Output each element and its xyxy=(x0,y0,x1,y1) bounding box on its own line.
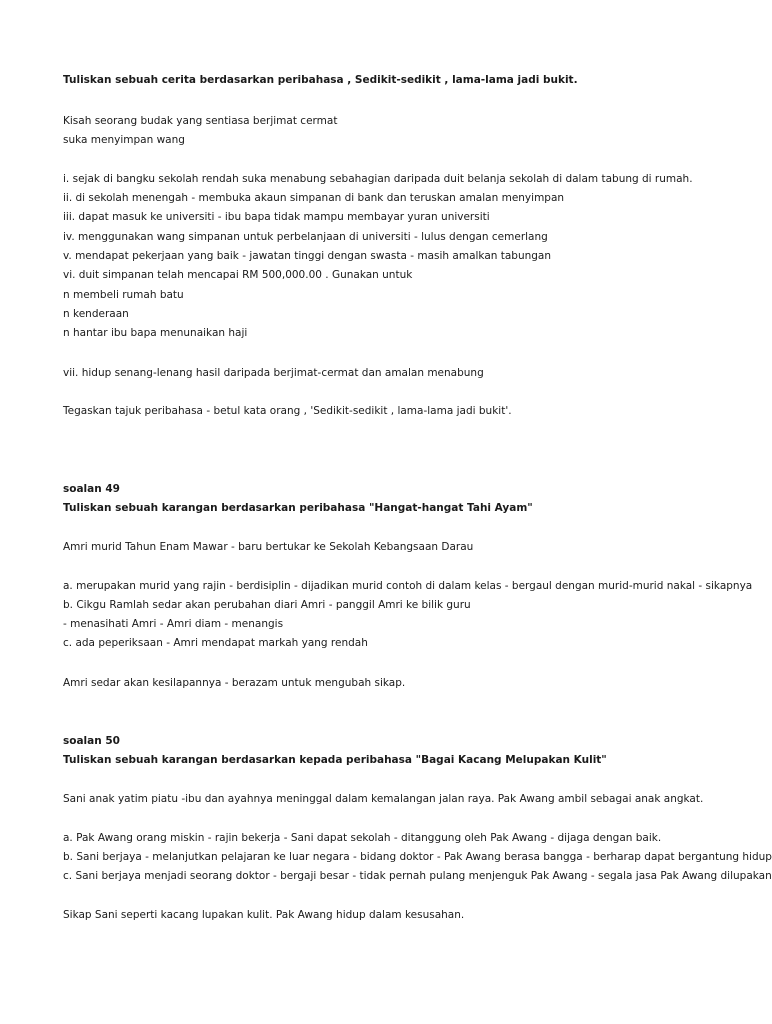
essay-50-point: c. Sani berjaya menjadi seorang doktor - bergaji besar - tidak pernah pulang menjenguk Pak Awang - segala jasa Pak Awang dilupakan xyxy=(63,870,772,882)
essay-48-subpoint: n membeli rumah batu xyxy=(63,289,184,301)
essay-50-label: soalan 50 xyxy=(63,735,120,747)
essay-50-point: b. Sani berjaya - melanjutkan pelajaran ke luar negara - bidang doktor - Pak Awang berasa bangga - berharap dapat bergantung hidup xyxy=(63,851,772,863)
essay-49-conclusion: Amri sedar akan kesilapannya - berazam untuk mengubah sikap. xyxy=(63,677,406,689)
essay-48-point: i. sejak di bangku sekolah rendah suka menabung sebahagian daripada duit belanja sekolah di dalam tabung di rumah. xyxy=(63,173,693,185)
essay-49-title: Tuliskan sebuah karangan berdasarkan peribahasa "Hangat-hangat Tahi Ayam" xyxy=(63,502,533,514)
essay-48-conclusion: Tegaskan tajuk peribahasa - betul kata orang , 'Sedikit-sedikit , lama-lama jadi bukit'. xyxy=(63,405,512,417)
essay-48-point-vii: vii. hidup senang-lenang hasil daripada berjimat-cermat dan amalan menabung xyxy=(63,367,484,379)
essay-48-subpoint: n kenderaan xyxy=(63,308,129,320)
essay-48-point: vi. duit simpanan telah mencapai RM 500,000.00 . Gunakan untuk xyxy=(63,269,413,281)
essay-50-intro: Sani anak yatim piatu -ibu dan ayahnya meninggal dalam kemalangan jalan raya. Pak Awang ambil sebagai anak angkat. xyxy=(63,793,704,805)
essay-48-intro-2: suka menyimpan wang xyxy=(63,134,185,146)
essay-48-subpoint: n hantar ibu bapa menunaikan haji xyxy=(63,327,248,339)
essay-50-title: Tuliskan sebuah karangan berdasarkan kepada peribahasa "Bagai Kacang Melupakan Kulit" xyxy=(63,754,607,766)
essay-49-point: - menasihati Amri - Amri diam - menangis xyxy=(63,618,284,630)
essay-49-intro: Amri murid Tahun Enam Mawar - baru bertukar ke Sekolah Kebangsaan Darau xyxy=(63,541,474,553)
essay-49-label: soalan 49 xyxy=(63,483,120,495)
essay-50-conclusion: Sikap Sani seperti kacang lupakan kulit. Pak Awang hidup dalam kesusahan. xyxy=(63,909,465,921)
essay-48-point: iv. menggunakan wang simpanan untuk perbelanjaan di universiti - lulus dengan cemerlang xyxy=(63,231,548,243)
essay-49-point: c. ada peperiksaan - Amri mendapat markah yang rendah xyxy=(63,637,368,649)
essay-48-title: Tuliskan sebuah cerita berdasarkan peribahasa , Sedikit-sedikit , lama-lama jadi bukit. xyxy=(63,74,578,86)
essay-48-point: iii. dapat masuk ke universiti - ibu bapa tidak mampu membayar yuran universiti xyxy=(63,211,490,223)
essay-48-point: v. mendapat pekerjaan yang baik - jawatan tinggi dengan swasta - masih amalkan tabungan xyxy=(63,250,552,262)
essay-48-intro-1: Kisah seorang budak yang sentiasa berjimat cermat xyxy=(63,115,338,127)
document-page xyxy=(63,0,772,1024)
essay-50-point: a. Pak Awang orang miskin - rajin bekerja - Sani dapat sekolah - ditanggung oleh Pak Awang - dijaga dengan baik. xyxy=(63,832,662,844)
essay-49-point: b. Cikgu Ramlah sedar akan perubahan diari Amri - panggil Amri ke bilik guru xyxy=(63,599,471,611)
essay-49-point: a. merupakan murid yang rajin - berdisiplin - dijadikan murid contoh di dalam kelas - bergaul dengan murid-murid nakal - sikapnya xyxy=(63,580,753,592)
essay-48-point: ii. di sekolah menengah - membuka akaun simpanan di bank dan teruskan amalan menyimpan xyxy=(63,192,565,204)
